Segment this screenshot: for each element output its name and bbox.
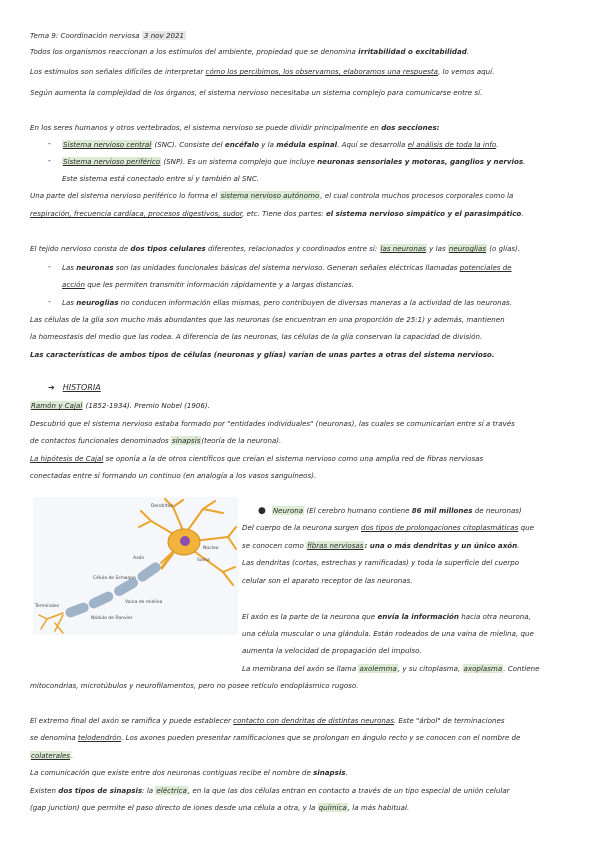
bullet-dot-icon: ● [258,506,266,516]
neuron-line-3: Las dendritas (cortas, estrechas y ramificadas) y toda la superficie del cuerpo [242,558,520,567]
snp-item: Sistema nervioso periférico (SNP). Es un sistema complejo que incluye neuronas sensoriales y motoras, ganglios y nervios. [63,157,526,166]
label-axon: Axón [133,556,145,561]
arrow-right-icon: ➔ [48,383,55,392]
synapse-line-4: La comunicación que existe entre dos neuronas contiguas recibe el nombre de sinapsis. [30,768,348,777]
history-line-4: La hipótesis de Cajal se oponía a la de otros científicos que creían el sistema nervioso como una amplia red de fibras nerviosas [30,454,484,463]
intro-line-1: Todos los organismos reaccionan a los estímulos del ambiente, propiedad que se denomina irritabilidad o excitabilidad. [30,47,470,56]
glia-line-1: Las células de la glía son mucho más abundantes que las neuronas (se encuentran en una proporción de 25:1) y además, mantienen [30,315,505,324]
label-nucleo: Núcleo [203,546,219,551]
history-line-5: conectadas entre sí formando un continuo (en analogía a los vasos sanguíneos). [30,471,317,480]
synapse-line-5: Existen dos tipos de sinapsis: la eléctrica, en la que las dos células entran en contacto a través de un tipo especial de unión celular [30,786,510,795]
history-line-2: Descubrió que el sistema nervioso estaba formado por "entidades individuales" (neuronas), las cuales se comunicarían entre sí a través [30,419,515,428]
dash-icon: - [48,262,51,271]
intro-line-3: Según aumenta la complejidad de los órganos, el sistema nervioso necesitaba un sistema complejo para comunicarse entre sí. [30,88,483,97]
snp-line-2: Este sistema está conectado entre sí y también al SNC. [62,174,260,183]
neuron-figure [33,497,238,635]
neuron-line-1: Del cuerpo de la neurona surgen dos tipos de prolongaciones citoplasmáticas que [242,523,534,532]
tissue-summary: Las características de ambos tipos de células (neuronas y glías) varían de unas partes a otras del sistema nervioso. [30,350,495,359]
neuron-line-7: aumenta la velocidad de propagación del impulso. [242,646,422,655]
neuron-title: ● Neurona (El cerebro humano contiene 86 mil millones de neuronas) [258,506,522,516]
neuroglias-item: Las neuroglias no conducen información ellas mismas, pero contribuyen de diversas maneras a la actividad de las neuronas. [62,298,512,307]
neuron-line-8: La membrana del axón se llama axolemma, y su citoplasma, axoplasma. Contiene [242,664,540,673]
dash-icon: - [48,156,51,165]
neuronas-item-line-2: acción que les permiten transmitir información rápidamente y a largas distancias. [62,280,354,289]
vertebrates-line: En los seres humanos y otros vertebrados, el sistema nervioso se puede dividir principalmente en dos secciones: [30,123,440,132]
autonomo-line-2: respiración, frecuencia cardíaca, procesos digestivos, sudor, etc. Tiene dos partes: el sistema nervioso simpático y el parasimpático. [30,209,524,218]
dash-icon: - [48,139,51,148]
glia-line-2: la homeostasis del medio que las rodea. A diferencia de las neuronas, las células de la glía conservan la capacidad de división. [30,332,483,341]
history-line-3: de contactos funcionales denominados sinapsis(teoría de la neurona). [30,436,282,445]
label-ranvier: Nódulo de Ranvier [91,616,133,621]
label-schwann: Célula de Schwann [93,576,136,581]
synapse-line-2: se denomina telodendrón. Los axones pueden presentar ramificaciones que se prolongan en ángulo recto y se conocen con el nombre de [30,733,521,742]
history-heading: ➔ HISTORIA [48,383,101,392]
synapse-line-1: El extremo final del axón se ramifica y puede establecer contacto con dendritas de distintas neuronas. Este "árbol" de terminaciones [30,716,505,725]
page-title [30,31,572,41]
label-dendritas: Dendritas [151,504,173,509]
neuronas-item: Las neuronas son las unidades funcionales básicas del sistema nervioso. Generan señales eléctricas llamadas potenciales de [62,263,512,272]
neuron-line-4: celular son el aparato receptor de las neuronas. [242,576,413,585]
neuron-line-6: una célula muscular o una glándula. Están rodeados de una vaina de mielina, que [242,629,534,638]
neuron-line-9: mitocondrias, microtúbulos y neurofilamentos, pero no posee retículo endoplásmico rugoso. [30,681,359,690]
neuron-line-2: se conocen como fibras nerviosas: una o más dendritas y un único axón. [242,541,520,550]
synapse-line-6: (gap junction) que permite el paso directo de iones desde una célula a otra, y la química, la más habitual. [30,803,410,812]
label-terminales: Terminales [35,604,60,609]
autonomo-line-1: Una parte del sistema nervioso periférico lo forma el sistema nervioso autónomo, el cual controla muchos procesos corporales como la [30,191,514,200]
title-text: Tema 9: Coordinación nerviosa [30,31,140,40]
synapse-line-3: colaterales. [31,751,74,760]
cajal-line: Ramón y Cajal (1852-1934). Premio Nobel (1906). [31,401,210,410]
label-mielina: Vaina de mielina [125,600,163,605]
snc-item: Sistema nervioso central (SNC). Consiste del encéfalo y la médula espinal. Aquí se desarrolla el análisis de toda la info. [63,140,499,149]
neuron-line-5: El axón es la parte de la neurona que envía la información hacia otra neurona, [242,612,531,621]
neuron-illustration [33,497,238,635]
title-date: 3 nov 2021 [143,31,185,40]
dash-icon: - [48,297,51,306]
intro-line-2: Los estímulos son señales difíciles de interpretar cómo los percibimos, los observamos, elaboramos una respuesta, lo vemos aquí. [30,67,495,76]
tissue-line: El tejido nervioso consta de dos tipos celulares diferentes, relacionados y coordinados entre sí: las neuronas y las neuroglias (o glías). [30,244,521,253]
label-soma: Soma [197,558,210,563]
